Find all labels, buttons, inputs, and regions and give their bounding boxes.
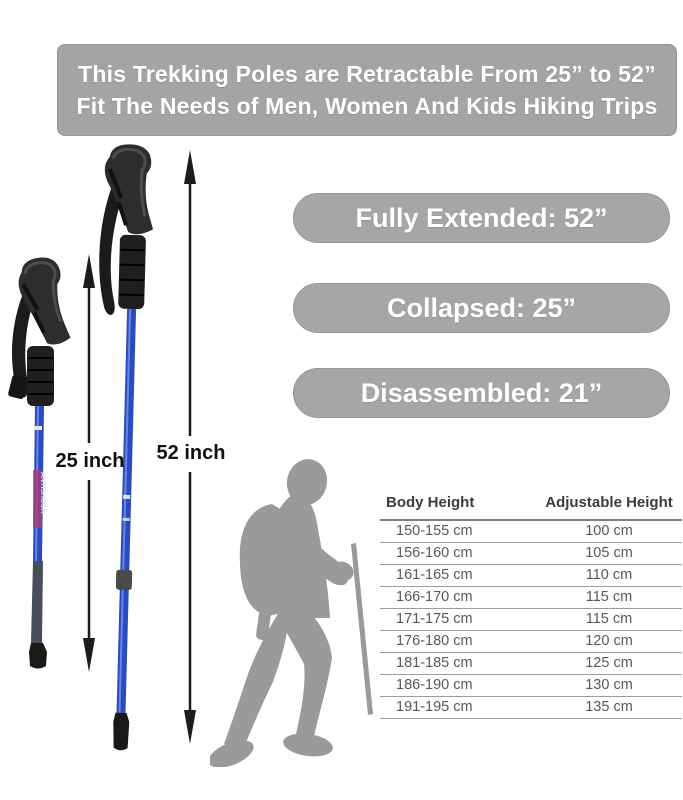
collapsed-pole-lower-segment — [31, 561, 43, 643]
body-height-cell: 161-165 cm — [380, 565, 536, 587]
badge-disassembled: Disassembled: 21” — [293, 368, 670, 418]
table-row — [380, 565, 682, 587]
body-height-cell: 171-175 cm — [380, 609, 536, 631]
collapsed-pole-decal-band — [34, 426, 42, 430]
adjustable-height-cell: 115 cm — [536, 587, 682, 609]
body-height-cell: 181-185 cm — [380, 653, 536, 675]
hiker-front-foot — [282, 731, 335, 760]
hiker-back-leg — [224, 610, 288, 752]
extended-pole-collar — [116, 570, 133, 590]
extended-pole-decal-band-1 — [123, 495, 130, 499]
table-row — [380, 631, 682, 653]
body-height-cell: 156-160 cm — [380, 543, 536, 565]
table-row — [380, 697, 682, 719]
body-height-cell: 150-155 cm — [380, 520, 536, 543]
collapsed-pole-foam-grip — [27, 346, 54, 406]
adjustable-height-cell: 110 cm — [536, 565, 682, 587]
body-height-cell: 186-190 cm — [380, 675, 536, 697]
adjustable-height-cell: 120 cm — [536, 631, 682, 653]
extended-pole-tip — [113, 713, 130, 751]
extended-pole-decal-band-2 — [123, 518, 130, 521]
arrow-down-icon — [83, 638, 95, 672]
title-banner — [57, 44, 677, 136]
adjustable-height-cell: 115 cm — [536, 609, 682, 631]
column-header-adjustable-height: Adjustable Height — [536, 492, 682, 520]
table-header-row — [380, 492, 682, 520]
column-header-body-height: Body Height — [380, 492, 536, 520]
table-row — [380, 520, 682, 543]
arrow-up-icon — [184, 150, 196, 184]
table-row — [380, 653, 682, 675]
hiker-pole — [351, 543, 373, 715]
arrow-down-icon — [184, 710, 196, 744]
banner-line-2: Fit The Needs of Men, Women And Kids Hiking Trips — [76, 92, 658, 119]
body-height-cell: 176-180 cm — [380, 631, 536, 653]
table-row — [380, 675, 682, 697]
badge-fully-extended: Fully Extended: 52” — [293, 193, 670, 243]
adjustable-height-cell: 100 cm — [536, 520, 682, 543]
table-row — [380, 609, 682, 631]
adjustable-height-cell: 125 cm — [536, 653, 682, 675]
adjustable-height-cell: 130 cm — [536, 675, 682, 697]
adjustable-height-cell: 135 cm — [536, 697, 682, 719]
arrow-up-icon — [83, 254, 95, 288]
extended-pole-shaft — [117, 309, 137, 713]
hiker-silhouette — [210, 452, 378, 767]
banner-line-1: This Trekking Poles are Retractable From 25” to 52” — [78, 60, 656, 87]
extended-pole-foam-grip — [118, 235, 146, 310]
badge-collapsed: Collapsed: 25” — [293, 283, 670, 333]
collapsed-length-label: 25 inch — [55, 450, 125, 472]
collapsed-pole-tip — [29, 643, 47, 669]
collapsed-pole-decal-text: ANTISHOCK — [39, 472, 46, 514]
table-row — [380, 587, 682, 609]
hiker-body — [210, 455, 373, 767]
extended-length-label: 52 inch — [156, 442, 226, 464]
body-height-cell: 191-195 cm — [380, 697, 536, 719]
adjustable-height-cell: 105 cm — [536, 543, 682, 565]
body-height-cell: 166-170 cm — [380, 587, 536, 609]
size-chart-table — [380, 492, 682, 719]
table-row — [380, 543, 682, 565]
